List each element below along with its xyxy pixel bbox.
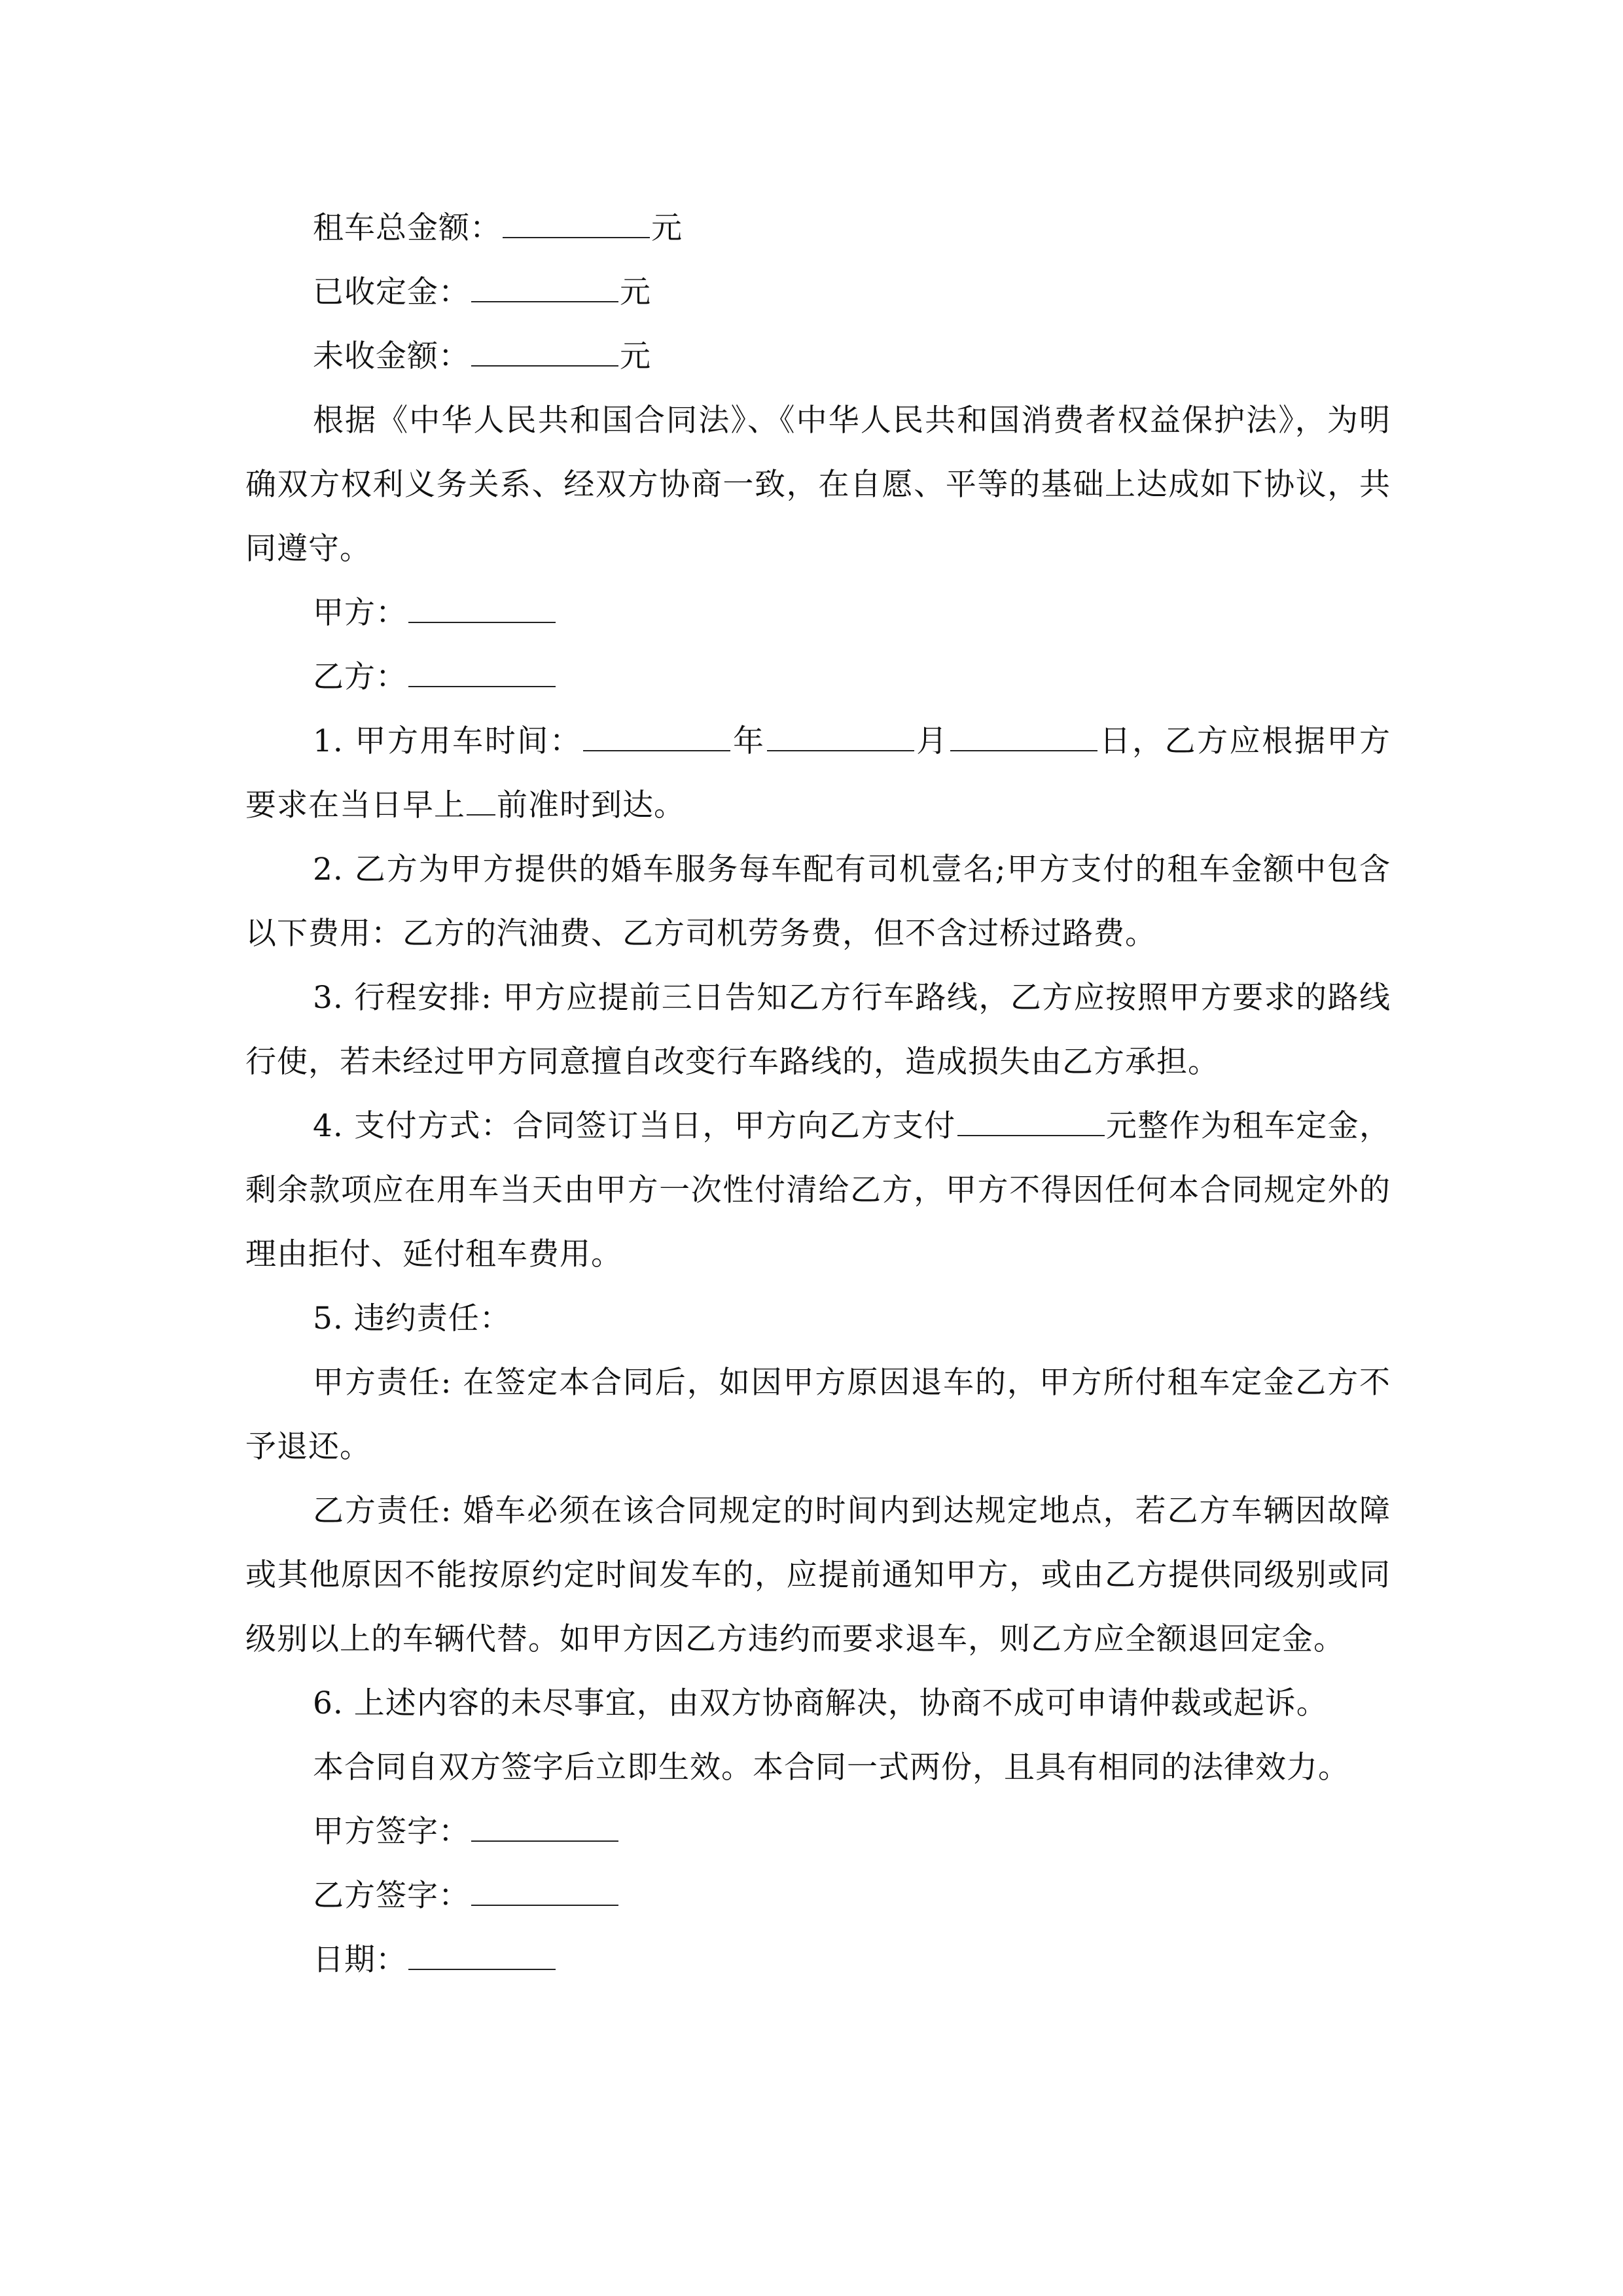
date-label: 日期： — [313, 1942, 407, 1978]
clause-4-deposit-blank[interactable] — [957, 1134, 1105, 1136]
clause-2: 2. 乙方为甲方提供的婚车服务每车配有司机壹名;甲方支付的租车金额中包含以下费用：乙方的汽油费、乙方司机劳务费，但不含过桥过路费。 — [245, 852, 1391, 952]
clause-1-time-blank[interactable] — [467, 814, 495, 816]
party-b-signature-label: 乙方签字： — [313, 1878, 470, 1914]
total-amount-label: 租车总金额： — [313, 210, 501, 246]
unpaid-unit: 元 — [620, 338, 651, 374]
deposit-unit: 元 — [620, 274, 651, 310]
deposit-blank[interactable] — [471, 300, 618, 302]
clause-4-suffix: 元整作为租车定金，剩余款项应在用车当天由甲方一次性付清给乙方，甲方不得因任何本合同规定外的理由拒付、延付租车费用。 — [245, 1108, 1391, 1272]
unpaid-label: 未收金额： — [313, 338, 470, 374]
party-a-signature-label: 甲方签字： — [313, 1814, 470, 1850]
party-b-blank[interactable] — [408, 685, 556, 687]
clause-4-prefix: 4. 支付方式：合同签订当日，甲方向乙方支付 — [313, 1108, 956, 1144]
party-b-field — [245, 645, 1391, 709]
clause-4 — [245, 1094, 1391, 1287]
party-a-signature-blank[interactable] — [471, 1840, 618, 1842]
total-amount-blank[interactable] — [503, 236, 650, 238]
date-blank[interactable] — [408, 1968, 556, 1970]
party-a-field — [245, 581, 1391, 645]
clause-1-day-text: 日，乙方应根据甲方要求在当日早上 — [245, 723, 1391, 823]
clause-6: 6. 上述内容的未尽事宜，由双方协商解决，协商不成可申请仲裁或起诉。 — [313, 1685, 1328, 1721]
contract-page — [245, 196, 1391, 1992]
clause-5-title: 5. 违约责任： — [313, 1300, 511, 1336]
total-amount-field — [245, 196, 1391, 260]
party-b-signature-blank[interactable] — [471, 1904, 618, 1906]
party-b-signature-field — [245, 1864, 1391, 1928]
clause-1 — [245, 709, 1391, 838]
deposit-field — [245, 260, 1391, 325]
party-b-label: 乙方： — [313, 659, 407, 695]
clause-1-day-blank[interactable] — [950, 749, 1097, 751]
party-a-signature-field — [245, 1800, 1391, 1864]
clause-5-party-a: 甲方责任: 在签定本合同后，如因甲方原因退车的，甲方所付租车定金乙方不予退还。 — [245, 1365, 1391, 1465]
total-amount-unit: 元 — [651, 210, 683, 246]
deposit-label: 已收定金： — [313, 274, 470, 310]
clause-5-party-b: 乙方责任: 婚车必须在该合同规定的时间内到达规定地点，若乙方车辆因故障或其他原因不能按原约定时间发车的，应提前通知甲方，或由乙方提供同级别或同级别以上的车辆代替。如甲方因乙方违约而要求退车，则乙方应全额退回定金。 — [245, 1493, 1391, 1657]
clause-1-month-blank[interactable] — [767, 749, 914, 751]
clause-1-end: 前准时到达。 — [497, 787, 685, 823]
party-a-blank[interactable] — [408, 621, 556, 623]
clause-1-year: 年 — [732, 723, 766, 759]
unpaid-blank[interactable] — [471, 365, 618, 367]
party-a-label: 甲方： — [313, 595, 407, 631]
clause-1-prefix: 1. 甲方用车时间： — [313, 723, 582, 759]
date-field — [245, 1928, 1391, 1992]
clause-1-year-blank[interactable] — [583, 749, 730, 751]
intro-paragraph: 根据《中华人民共和国合同法》、《中华人民共和国消费者权益保护法》，为明确双方权利义务关系、经双方协商一致，在自愿、平等的基础上达成如下协议，共同遵守。 — [245, 403, 1391, 567]
clause-1-month: 月 — [915, 723, 949, 759]
clause-3: 3. 行程安排: 甲方应提前三日告知乙方行车路线，乙方应按照甲方要求的路线行使，若未经过甲方同意擅自改变行车路线的，造成损失由乙方承担。 — [245, 980, 1391, 1080]
unpaid-field — [245, 325, 1391, 389]
effect-statement: 本合同自双方签字后立即生效。本合同一式两份，且具有相同的法律效力。 — [313, 1749, 1349, 1785]
